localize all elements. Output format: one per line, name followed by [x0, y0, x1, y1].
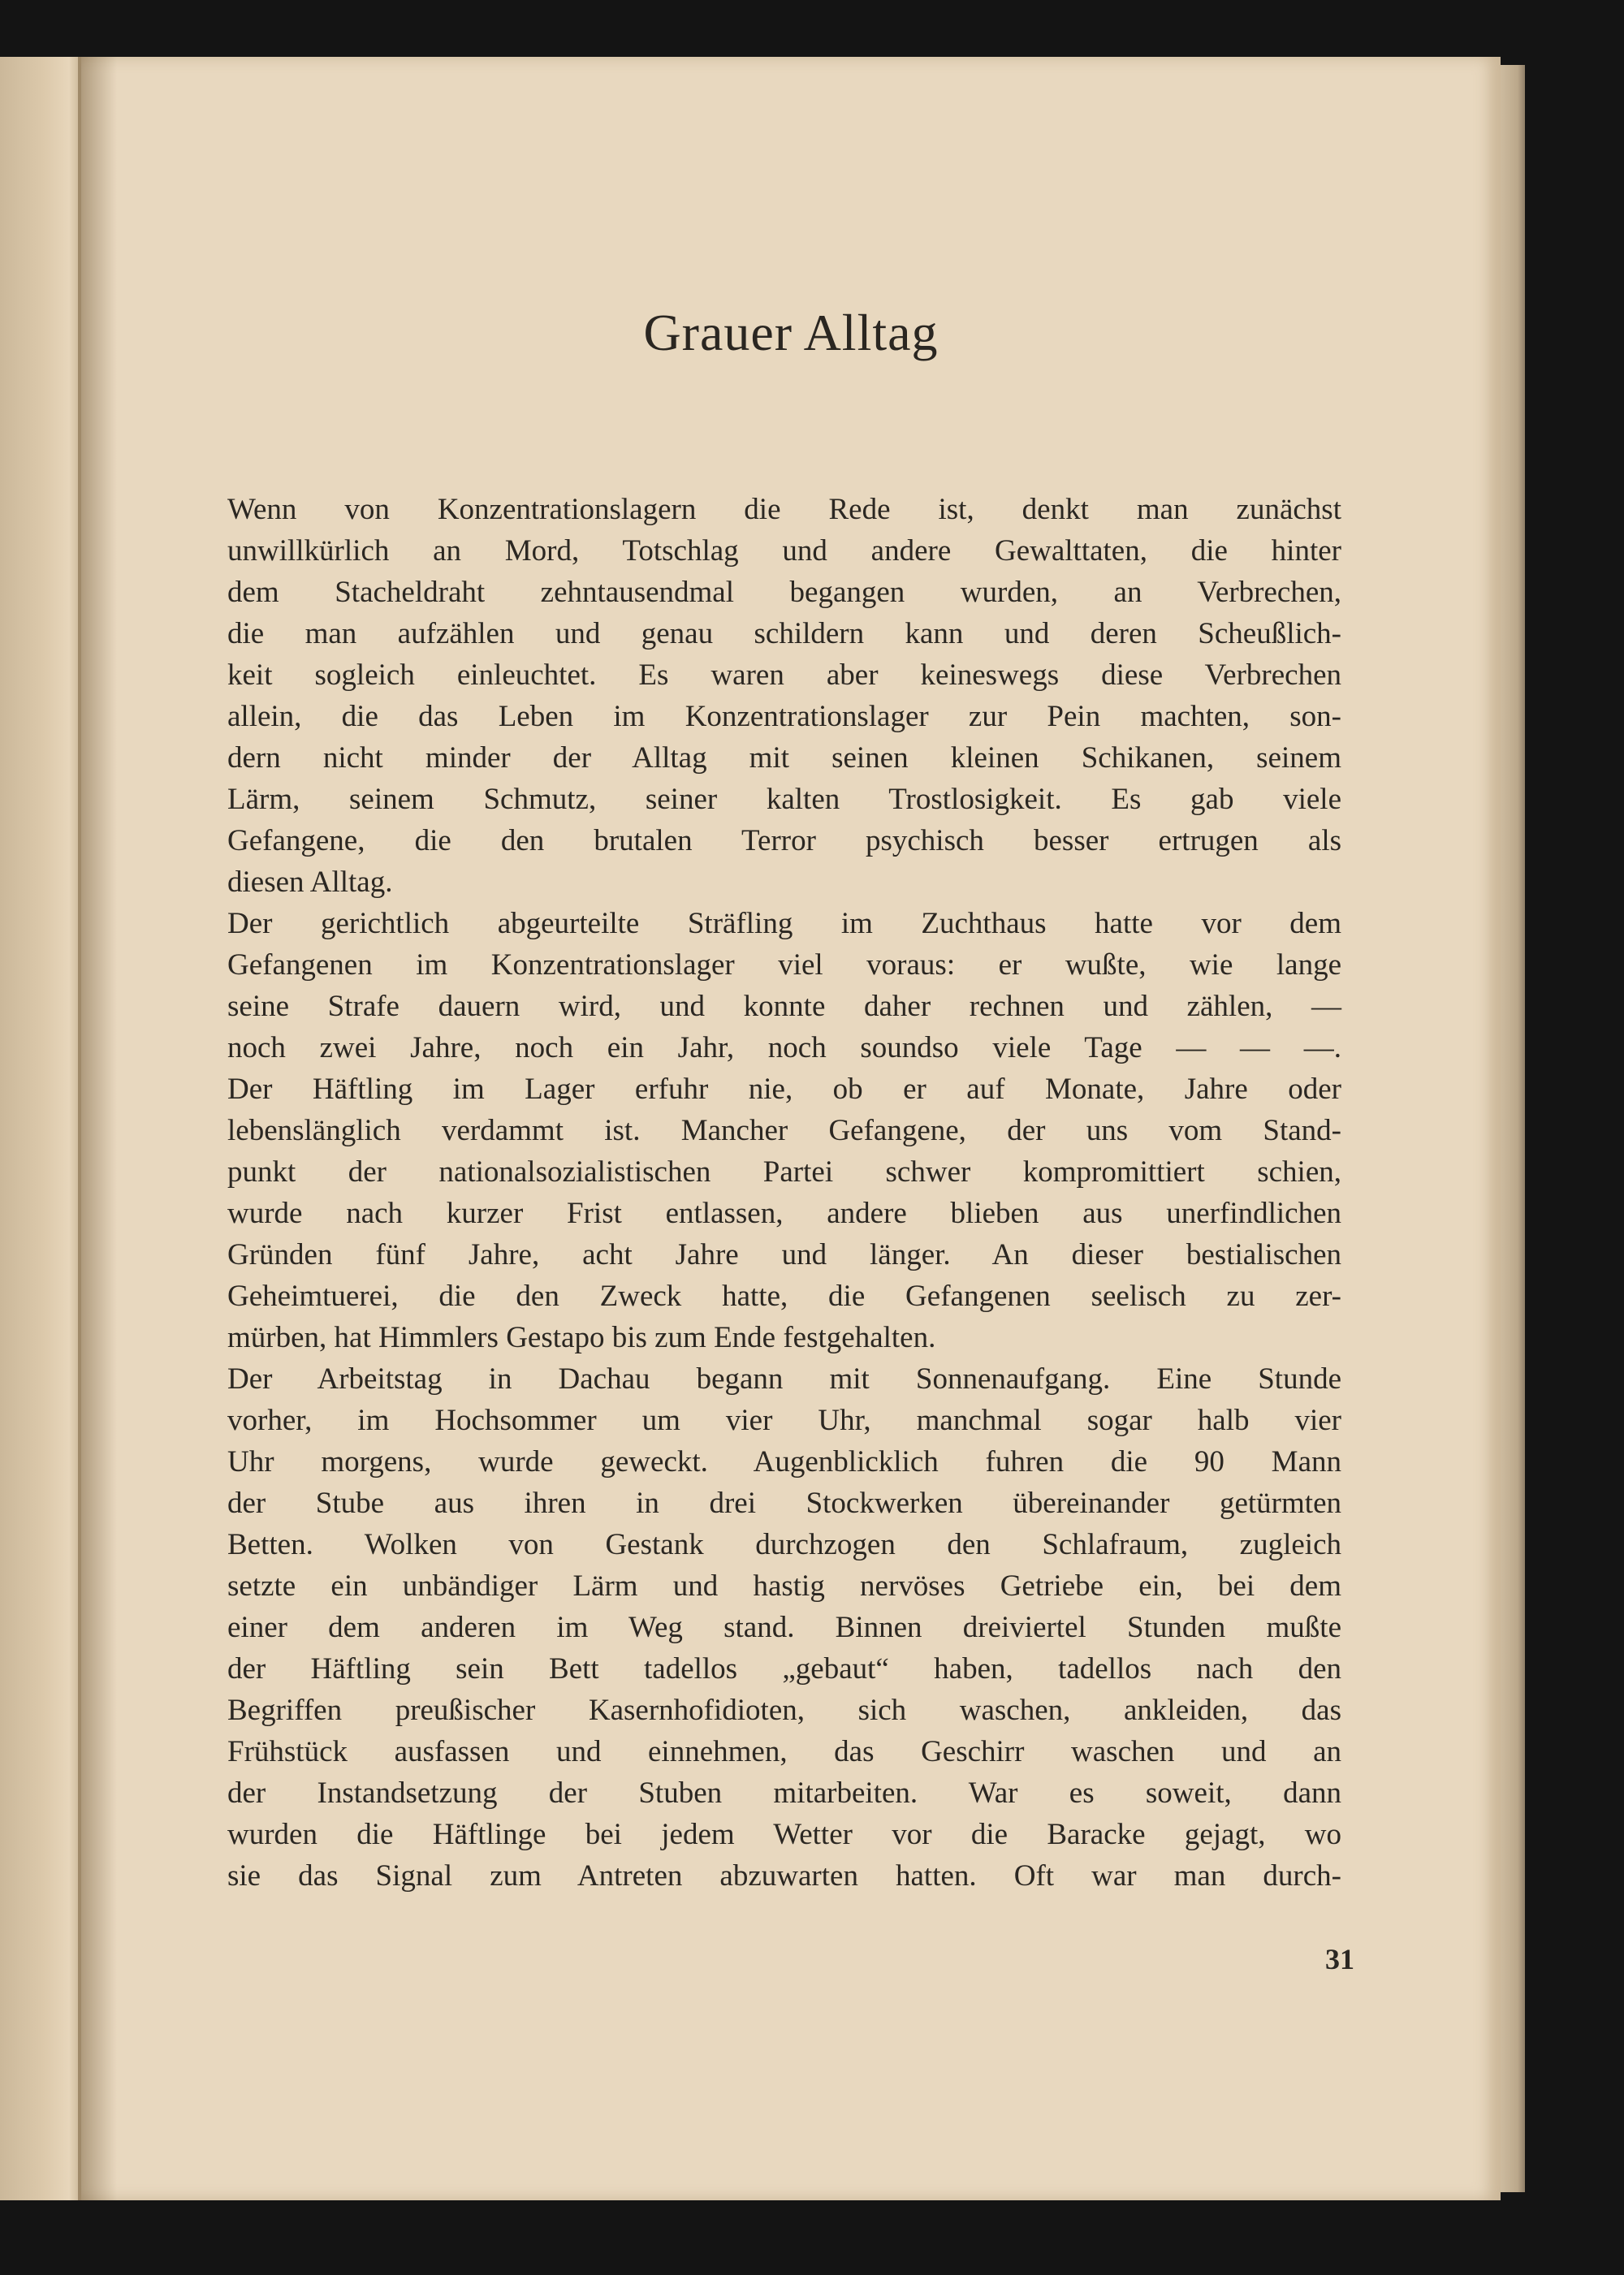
text-line: lebenslänglich verdammt ist. Mancher Gefangene, der uns vom Stand-	[227, 1114, 1341, 1147]
text-line: Gefangene, die den brutalen Terror psychisch besser ertrugen als	[227, 824, 1341, 857]
text-line: unwillkürlich an Mord, Totschlag und andere Gewalttaten, die hinter	[227, 534, 1341, 568]
text-line: Der Häftling im Lager erfuhr nie, ob er auf Monate, Jahre oder	[227, 1073, 1341, 1106]
text-line: dern nicht minder der Alltag mit seinen kleinen Schikanen, seinem	[227, 741, 1341, 775]
text-line: der Instandsetzung der Stuben mitarbeiten. War es soweit, dann	[227, 1776, 1341, 1810]
body-text	[227, 489, 1341, 1897]
text-line: Geheimtuerei, die den Zweck hatte, die Gefangenen seelisch zu zer-	[227, 1280, 1341, 1313]
text-line: dem Stacheldraht zehntausendmal begangen wurden, an Verbrechen,	[227, 576, 1341, 609]
text-line: Uhr morgens, wurde geweckt. Augenblicklich fuhren die 90 Mann	[227, 1445, 1341, 1479]
text-line: sie das Signal zum Antreten abzuwarten hatten. Oft war man durch-	[227, 1859, 1341, 1893]
text-line: der Stube aus ihren in drei Stockwerken übereinander getürmten	[227, 1487, 1341, 1520]
text-line: noch zwei Jahre, noch ein Jahr, noch soundso viele Tage — — —.	[227, 1031, 1341, 1064]
text-line: wurden die Häftlinge bei jedem Wetter vor die Baracke gejagt, wo	[227, 1818, 1341, 1851]
text-line: Lärm, seinem Schmutz, seiner kalten Trostlosigkeit. Es gab viele	[227, 783, 1341, 816]
gutter-shadow	[78, 57, 117, 2200]
text-line: Der Arbeitstag in Dachau begann mit Sonnenaufgang. Eine Stunde	[227, 1362, 1341, 1396]
text-line: Gefangenen im Konzentrationslager viel voraus: er wußte, wie lange	[227, 948, 1341, 982]
text-line: Der gerichtlich abgeurteilte Sträfling im Zuchthaus hatte vor dem	[227, 907, 1341, 940]
text-line: Begriffen preußischer Kasernhofidioten, sich waschen, ankleiden, das	[227, 1694, 1341, 1727]
text-line: allein, die das Leben im Konzentrationslager zur Pein machten, son-	[227, 700, 1341, 733]
text-line: Wenn von Konzentrationslagern die Rede ist, denkt man zunächst	[227, 493, 1341, 526]
text-line: setzte ein unbändiger Lärm und hastig nervöses Getriebe ein, bei dem	[227, 1569, 1341, 1603]
text-line: punkt der nationalsozialistischen Partei schwer kompromittiert schien,	[227, 1155, 1341, 1189]
paragraph-end-line: mürben, hat Himmlers Gestapo bis zum Ende festgehalten.	[227, 1321, 936, 1354]
page-edge	[1501, 65, 1525, 2192]
text-line: wurde nach kurzer Frist entlassen, andere blieben aus unerfindlichen	[227, 1197, 1341, 1230]
text-line: keit sogleich einleuchtet. Es waren aber keineswegs diese Verbrechen	[227, 658, 1341, 692]
text-line: der Häftling sein Bett tadellos „gebaut“ haben, tadellos nach den	[227, 1652, 1341, 1686]
text-line: vorher, im Hochsommer um vier Uhr, manchmal sogar halb vier	[227, 1404, 1341, 1437]
text-line: die man aufzählen und genau schildern kann und deren Scheußlich-	[227, 617, 1341, 650]
chapter-title: Grauer Alltag	[643, 304, 939, 361]
book-page	[81, 57, 1501, 2200]
text-line: Betten. Wolken von Gestank durchzogen den Schlafraum, zugleich	[227, 1528, 1341, 1561]
text-line: seine Strafe dauern wird, und konnte daher rechnen und zählen, —	[227, 990, 1341, 1023]
text-line: Gründen fünf Jahre, acht Jahre und länger. An dieser bestialischen	[227, 1238, 1341, 1271]
paragraph-end-line: diesen Alltag.	[227, 866, 393, 899]
left-page-edge	[0, 57, 81, 2200]
text-line: einer dem anderen im Weg stand. Binnen dreiviertel Stunden mußte	[227, 1611, 1341, 1644]
text-line: Frühstück ausfassen und einnehmen, das Geschirr waschen und an	[227, 1735, 1341, 1768]
page-number: 31	[1325, 1943, 1354, 1975]
